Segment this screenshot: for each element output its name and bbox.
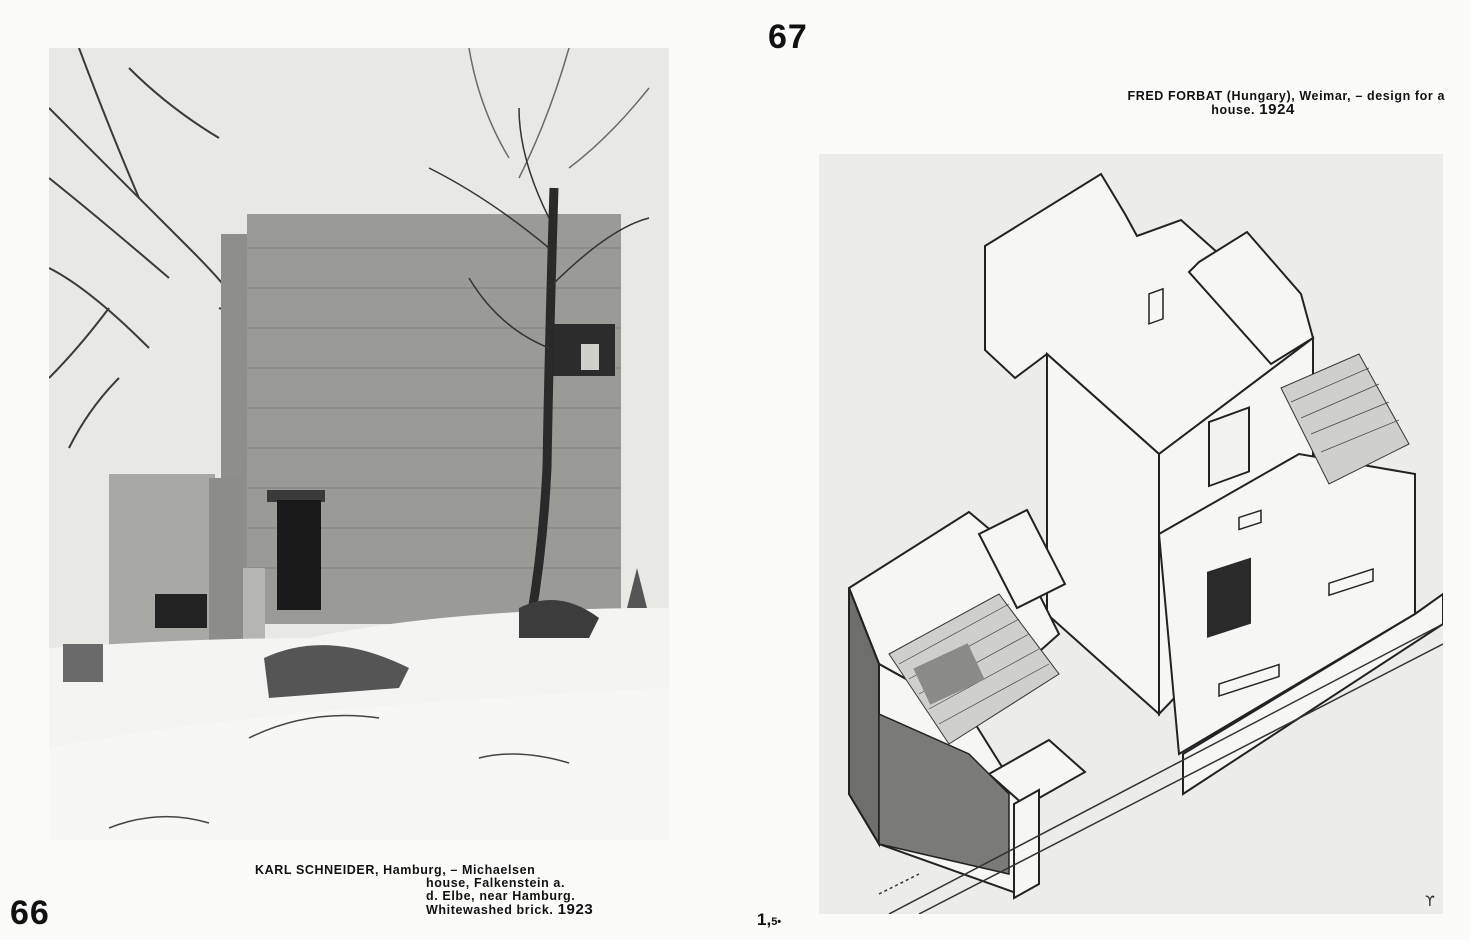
page-number-left: 66 [10, 894, 50, 932]
drawing-axonometric-house [819, 154, 1443, 914]
caption-right-line-1: FRED FORBAT (Hungary), Weimar, – design for a [1127, 89, 1445, 103]
caption-left-line-2: house, Falkenstein a. [426, 876, 566, 890]
caption-left-material: Whitewashed brick. [426, 903, 554, 917]
signature-sub: 5• [771, 916, 782, 928]
caption-left-year: 1923 [557, 901, 594, 918]
page-number-right: 67 [768, 18, 808, 56]
photo-michaelsen-house [49, 48, 669, 840]
caption-left-line-1: KARL SCHNEIDER, Hamburg, – Michaelsen [255, 863, 536, 877]
caption-left-line-3: d. Elbe, near Hamburg. [426, 889, 576, 903]
caption-right [990, 90, 1445, 117]
caption-right-line-2 [990, 103, 1445, 117]
caption-left-line-4 [255, 903, 675, 917]
svg-text:ϒ: ϒ [1425, 894, 1435, 910]
caption-left [255, 864, 675, 917]
signature-main: 1, [757, 910, 772, 929]
caption-right-year: 1924 [1259, 101, 1295, 118]
printer-signature [757, 910, 781, 930]
caption-right-word: house. [1211, 103, 1256, 117]
